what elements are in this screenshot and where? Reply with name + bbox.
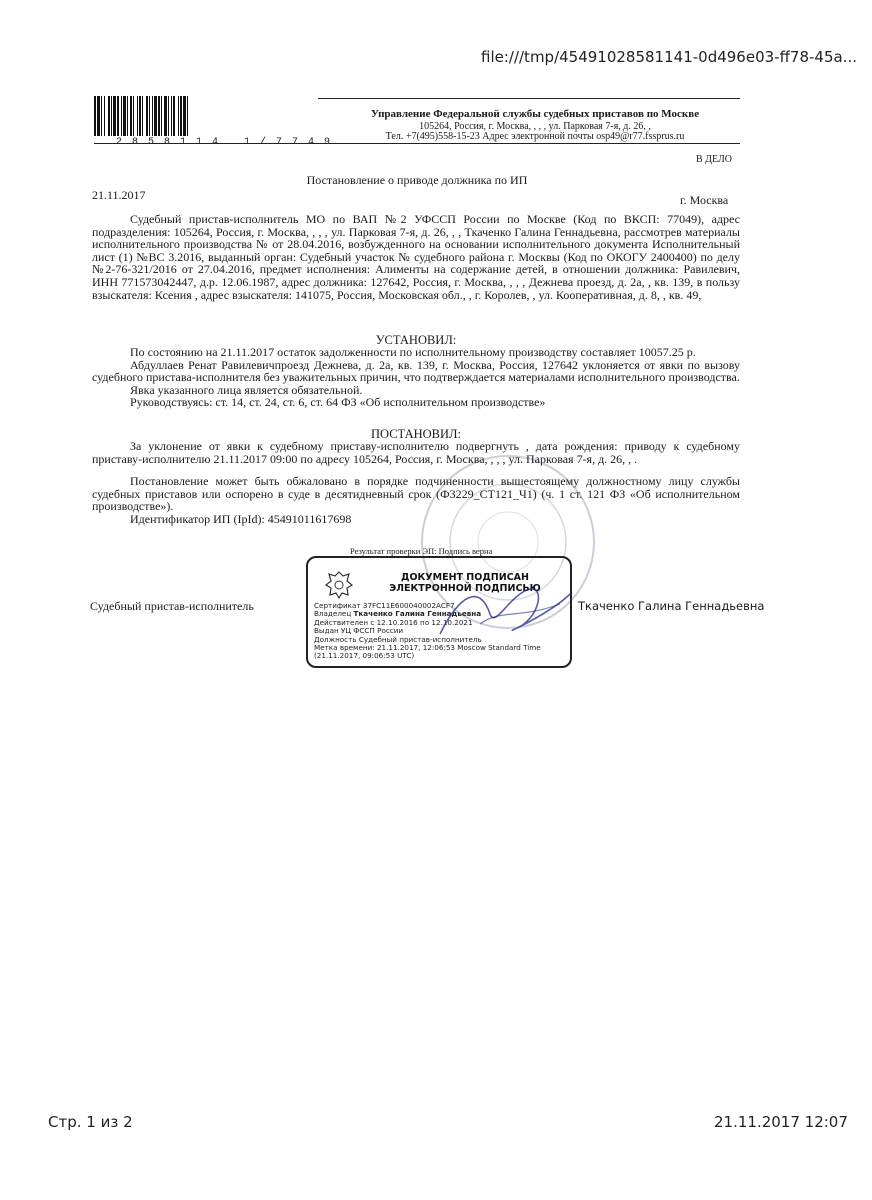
validity-line: Действителен с 12.10.2016 по 12.10.2021 bbox=[314, 617, 473, 627]
handwritten-signature bbox=[420, 574, 580, 654]
header-divider bbox=[94, 143, 740, 144]
document-city: г. Москва bbox=[680, 193, 729, 207]
header-rule bbox=[318, 98, 740, 99]
position-line: Должность Судебный пристав-исполнитель bbox=[314, 634, 482, 644]
intro-section bbox=[92, 213, 740, 301]
owner-label: Владелец bbox=[314, 609, 354, 619]
mandatory-paragraph: Явка указанного лица является обязательной. bbox=[130, 382, 363, 397]
timestamp-utc-line: (21.11.2017, 09:06:53 UTC) bbox=[314, 651, 415, 661]
intro-paragraph: Судебный пристав-исполнитель МО по ВАП №2 УФССП России по Москве (Код по ВКСП: 77049), адрес подразделения: 105264, Россия, г. Москва, , , , ул. Парковая 7-я, д. 26, , , Ткаченко Галина Геннадьевна, рассмотрев материалы исполнительного производства № от 28.04.2016, возбужденного на основании исполнительного документа Исполнительный лист (1) №ВС 3.2016, выданный орган: Судебный участок № судебного района г. Москвы (Код по ОКОГУ 2400400) по делу №2-76-321/2016 от 27.04.2016, предмет исполнения: Алименты на содержание детей, в отношении должника: Равилевич, ИНН 771573042447, д.р. 12.06.1987, адрес должника: 127642, Россия, г. Москва, , , , Дежнева проезд, д. 2а, , кв. 139, в пользу взыскателя: Ксения , адрес взыскателя: 141075, Россия, Московская обл., , г. Королев, , ул. Кооперативная, д. 8, , кв. 49, bbox=[92, 212, 740, 302]
ip-id-line: Идентификатор ИП (IpId): 45491011617698 bbox=[130, 511, 352, 526]
appeal-paragraph: Постановление может быть обжаловано в порядке подчиненности вышестоящему должностному лицу службы судебных приставов или оспорено в суде в десятидневный срок (Ф3229_СТ121_Ч1) (ч. 1 ст. 121 ФЗ «Об исполнительном производстве»). bbox=[92, 474, 740, 514]
issuer-line: Выдан УЦ ФССП России bbox=[314, 626, 404, 636]
file-url: file:///tmp/45491028581141-0d496e03-ff78-45a... bbox=[481, 48, 857, 66]
resolved-heading: ПОСТАНОВИЛ: bbox=[371, 427, 461, 441]
timestamp-line: Метка времени: 21.11.2017, 12:06:53 Moscow Standard Time bbox=[314, 643, 541, 653]
signature-check-result: Результат проверки ЭП: Подпись верна bbox=[350, 546, 493, 556]
org-contacts: Тел. +7(495)558-15-23 Адрес электронной почты osp49@r77.fssprus.ru bbox=[385, 131, 685, 142]
coat-of-arms-icon bbox=[322, 568, 356, 602]
org-address: 105264, Россия, г. Москва, , , , ул. Парковая 7-я, д. 26, , bbox=[419, 121, 651, 132]
document-date: 21.11.2017 bbox=[92, 188, 146, 202]
debt-paragraph: По состоянию на 21.11.2017 остаток задолженности по исполнительному производству составляет 10057.25 р. bbox=[130, 345, 696, 359]
stamp-title-line2: ЭЛЕКТРОННОЙ ПОДПИСЬЮ bbox=[389, 583, 541, 594]
stamp-title-line1: ДОКУМЕНТ ПОДПИСАН bbox=[401, 572, 529, 583]
barcode bbox=[94, 96, 316, 136]
org-title: Управление Федеральной службы судебных приставов по Москве bbox=[370, 108, 700, 120]
resolution-paragraph: За уклонение от явки к судебному приставу-исполнителю подвергнуть , дата рождения: приводу к судебному приставу-исполнителю 21.11.2017 09:00 по адресу 105264, Россия, г. Москва, , , , ул. Парковая 7-я, д. 26, , . bbox=[92, 439, 740, 466]
established-section bbox=[92, 346, 740, 409]
barcode-number: 2858114 1/7749 bbox=[116, 137, 341, 148]
evasion-paragraph: Абдуллаев Ренат Равилевичпроезд Дежнева, д. 2а, кв. 139, г. Москва, Россия, 127642 уклоняется от явки по вызову судебного пристава-исполнителя без уважительных причин, что подтверждается материалами исполнительного производства. bbox=[92, 357, 740, 385]
signer-name: Ткаченко Галина Геннадьевна bbox=[578, 599, 765, 613]
established-heading: УСТАНОВИЛ: bbox=[375, 333, 457, 347]
resolved-section bbox=[92, 440, 740, 526]
print-datetime: 21.11.2017 12:07 bbox=[714, 1113, 848, 1131]
owner-name: Ткаченко Галина Геннадьевна bbox=[353, 609, 482, 619]
document-title: Постановление о приводе должника по ИП bbox=[306, 173, 528, 187]
legal-basis-paragraph: Руководствуясь: ст. 14, ст. 24, ст. 6, ст. 64 ФЗ «Об исполнительном производстве» bbox=[130, 395, 546, 410]
barcode-bar bbox=[188, 96, 190, 136]
certificate-line: Сертификат 37FC11E600040002ACF7 bbox=[314, 601, 455, 610]
signer-role: Судебный пристав-исполнитель bbox=[90, 599, 254, 613]
page-number: Стр. 1 из 2 bbox=[48, 1113, 133, 1131]
filing-mark: В ДЕЛО bbox=[696, 154, 732, 165]
